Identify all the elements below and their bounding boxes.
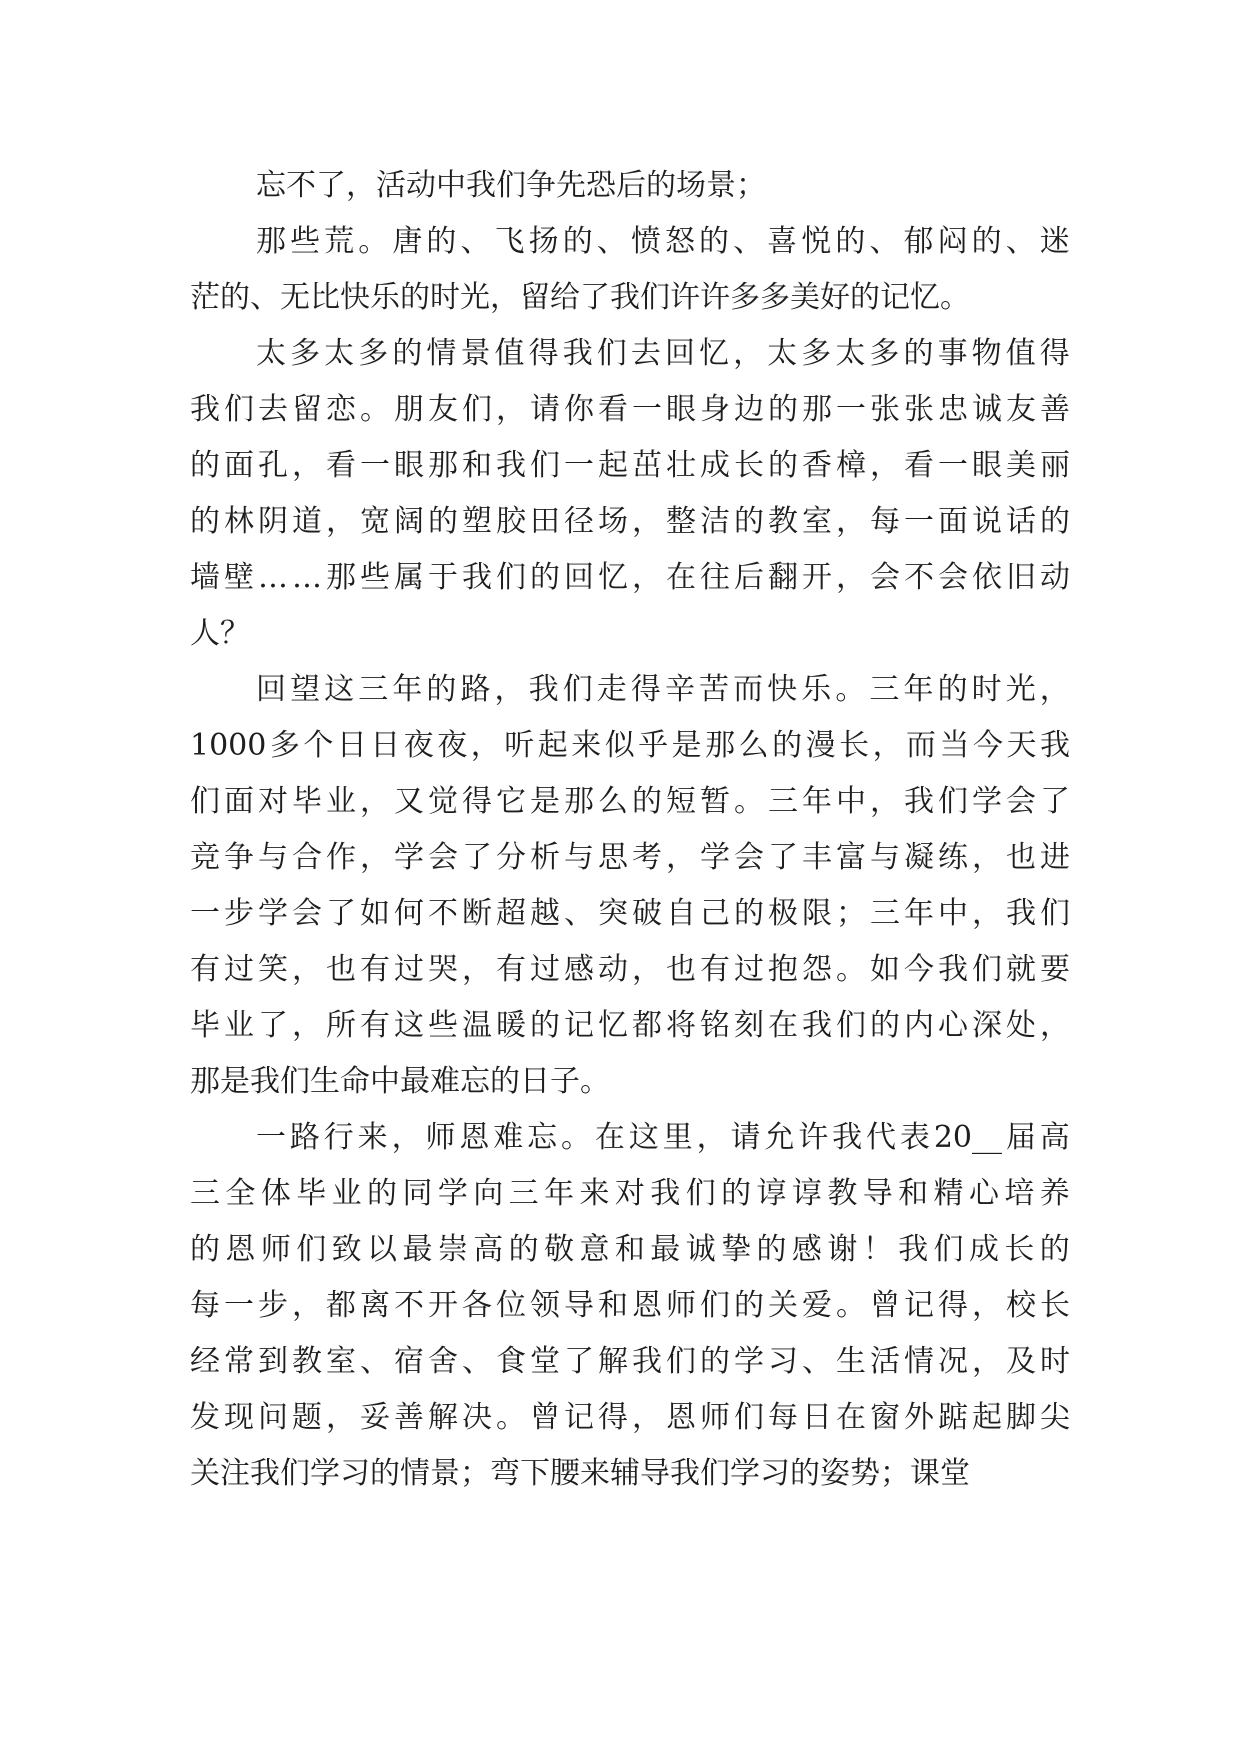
paragraph-line: 墙 壁 … … 那 些 属 于 我 们 的 回 忆 ， 在 往 后 翻 开 ， 会 不 会 依 旧 动 bbox=[190, 560, 1070, 595]
paragraph-line: 那 些 荒 。 唐 的 、 飞 扬 的 、 愤 怒 的 、 喜 悦 的 、 郁 闷 的 、 迷 bbox=[256, 224, 1070, 259]
paragraph-line: 那是我们生命中最难忘的日子。 bbox=[190, 1064, 610, 1099]
paragraph-line: 太 多 太 多 的 情 景 值 得 我 们 去 回 忆 ， 太 多 太 多 的 事 物 值 得 bbox=[256, 336, 1070, 371]
paragraph-line: 人？ bbox=[190, 616, 250, 651]
paragraph-line: 我 们 去 留 恋 。 朋 友 们 ， 请 你 看 一 眼 身 边 的 那 一 张 张 忠 诚 友 善 bbox=[190, 392, 1070, 427]
paragraph-line: 每 一 步 ， 都 离 不 开 各 位 领 导 和 恩 师 们 的 关 爱 。 曾 记 得 ， 校 长 bbox=[190, 1288, 1070, 1323]
paragraph-line: 毕 业 了 ， 所 有 这 些 温 暖 的 记 忆 都 将 铭 刻 在 我 们 的 内 心 深 处 ， bbox=[190, 1008, 1070, 1043]
paragraph-line: 一 步 学 会 了 如 何 不 断 超 越 、 突 破 自 己 的 极 限 ； 三 年 中 ， 我 们 bbox=[190, 896, 1070, 931]
paragraph-line: 茫的、无比快乐的时光，留给了我们许许多多美好的记忆。 bbox=[190, 280, 970, 315]
paragraph-line: 们 面 对 毕 业 ， 又 觉 得 它 是 那 么 的 短 暂 。 三 年 中 ， 我 们 学 会 了 bbox=[190, 784, 1070, 819]
body-text bbox=[190, 158, 1070, 1502]
paragraph-line: 1000 多 个 日 日 夜 夜 ， 听 起 来 似 乎 是 那 么 的 漫 长 ， 而 当 今 天 我 bbox=[190, 728, 1070, 763]
paragraph-line: 的 林 阴 道 ， 宽 阔 的 塑 胶 田 径 场 ， 整 洁 的 教 室 ， 每 一 面 说 话 的 bbox=[190, 504, 1070, 539]
paragraph-line: 一 路 行 来 ， 师 恩 难 忘 。 在 这 里 ， 请 允 许 我 代 表 20__ 届 高 bbox=[256, 1120, 1070, 1155]
paragraph-line: 三 全 体 毕 业 的 同 学 向 三 年 来 对 我 们 的 谆 谆 教 导 和 精 心 培 养 bbox=[190, 1176, 1070, 1211]
paragraph-line: 关注我们学习的情景；弯下腰来辅导我们学习的姿势；课堂 bbox=[190, 1456, 970, 1491]
paragraph-line: 的 面 孔 ， 看 一 眼 那 和 我 们 一 起 茁 壮 成 长 的 香 樟 ， 看 一 眼 美 丽 bbox=[190, 448, 1070, 483]
paragraph-line: 竞 争 与 合 作 ， 学 会 了 分 析 与 思 考 ， 学 会 了 丰 富 与 凝 练 ， 也 进 bbox=[190, 840, 1070, 875]
paragraph-line: 经 常 到 教 室 、 宿 舍 、 食 堂 了 解 我 们 的 学 习 、 生 活 情 况 ， 及 时 bbox=[190, 1344, 1070, 1379]
paragraph-line: 发 现 问 题 ， 妥 善 解 决 。 曾 记 得 ， 恩 师 们 每 日 在 窗 外 踮 起 脚 尖 bbox=[190, 1400, 1070, 1435]
paragraph-line: 回 望 这 三 年 的 路 ， 我 们 走 得 辛 苦 而 快 乐 。 三 年 的 时 光 ， bbox=[256, 672, 1070, 707]
paragraph-line: 忘不了，活动中我们争先恐后的场景； bbox=[256, 168, 766, 203]
paragraph-line: 有 过 笑 ， 也 有 过 哭 ， 有 过 感 动 ， 也 有 过 抱 怨 。 如 今 我 们 就 要 bbox=[190, 952, 1070, 987]
paragraph-line: 的 恩 师 们 致 以 最 崇 高 的 敬 意 和 最 诚 挚 的 感 谢 ！ 我 们 成 长 的 bbox=[190, 1232, 1070, 1267]
